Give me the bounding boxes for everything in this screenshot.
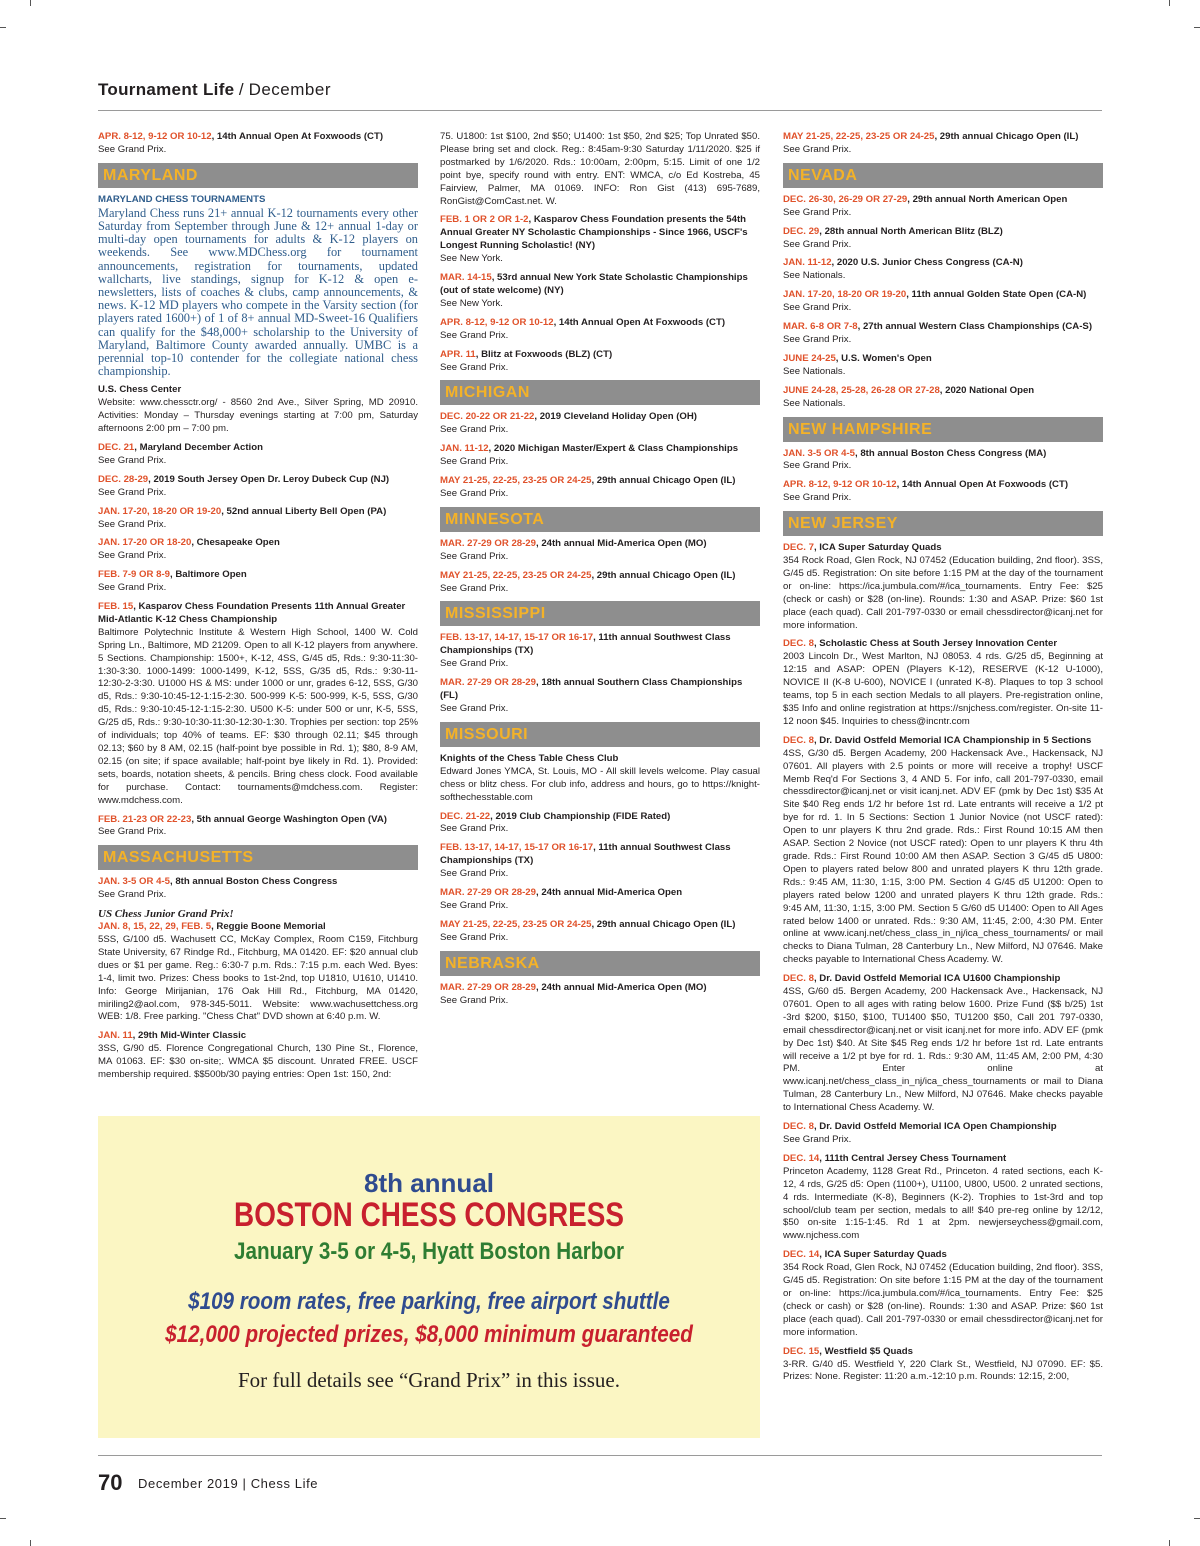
us-chess-center-text: Website: www.chessctr.org/ - 8560 2nd Ave., Silver Spring, MD 20910. Activities: Monday – Thursday evenings starting at 7:00 pm, Saturday afternoons 2:00 pm – 7:00 pm. (98, 397, 418, 435)
tournament-entry (440, 317, 760, 343)
tournament-details: See Grand Prix. (440, 994, 509, 1006)
tournament-date: JAN. 3-5 OR 4-5 (783, 447, 855, 459)
crop-mark (1194, 27, 1200, 28)
junior-grand-prix-label: US Chess Junior Grand Prix! (98, 908, 234, 921)
tournament-title: , 24th annual Mid-America Open (535, 887, 683, 899)
tournament-title: , Westfield $5 Quads (819, 1345, 913, 1357)
state-heading: NEBRASKA (440, 951, 760, 976)
continued-text: 75. U1800: 1st $100, 2nd $50; U1400: 1st $50, 2nd $25; Top Unrated $50. Please bring set and clock. Reg.: 8:45am-9:30 Saturday 1/11/2020. $25 if postmarked by 1/6/2020. Rds.: 10:00am, 2:00pm, 5:15. Limit of one 1/2 point bye, specify round with entry. ENT: WMCA, c/o Ed Kostreba, 45 Fairview, Palmer, MA 01069. INFO: Ron Gist (413) 695-7689, RonGist@ComCast.net. W. (440, 131, 760, 207)
tournament-date: MAR. 27-29 OR 28-29 (440, 887, 536, 899)
tournament-entry (440, 272, 760, 311)
tournament-details: See Grand Prix. (98, 486, 167, 498)
ad-line-prizes: $12,000 projected prizes, $8,000 minimum guaranteed (165, 1321, 693, 1348)
tournament-title: , 14th Annual Open At Foxwoods (CT) (211, 131, 384, 142)
tournament-entry (98, 1030, 418, 1082)
header-separator: / (238, 80, 245, 99)
tournament-date: MAR. 27-29 OR 28-29 (440, 677, 536, 689)
tournament-details: See Grand Prix. (440, 703, 509, 714)
tournament-entry (783, 385, 1103, 411)
tournament-entry (783, 353, 1103, 379)
tournament-details: See Grand Prix. (440, 582, 509, 594)
tournament-title: , 53rd annual New York State Scholastic Championships (out of state welcome) (NY) (440, 272, 748, 296)
tournament-title: , U.S. Women's Open (835, 352, 932, 364)
tournament-details: See Grand Prix. (440, 899, 509, 911)
tournament-date: JAN. 17-20, 18-20 OR 19-20 (98, 505, 222, 517)
tournament-title: , 2020 Michigan Master/Expert & Class Championships (488, 443, 739, 455)
tournament-date: DEC. 8 (783, 734, 814, 746)
tournament-details: 4SS, G/60 d5. Bergen Academy, 200 Hackensack Ave., Hackensack, NJ 07601. Open to all ages with rating below 1600. Prize Fund ($$ b/25) 1st -3rd $200, $150, $100, TU1400 $50, TU1200 $50, Call 201 797-0330, email chessdirector@icanj.net or visit icanj.net for more info. ADV EF (pmk by Dec 1st) $40. At Site $45 Reg ends 1/2 hr before 1st rd. Late entrants will receive a 1/2 pt bye for rd. 1. Rds.: 9:30 AM, 11:45 AM, 2:00 PM, 4:30 PM. Enter online at www.icanj.net/chess_class_in_nj/ica_chess_tournaments or mail to Diana Tulman, 28 Canterbury Ln., New Milford, NJ 07646. Make checks payable to International Chess Academy. W. (783, 986, 1103, 1114)
tournament-entry (440, 982, 760, 1008)
tournament-date: FEB. 15 (98, 601, 134, 613)
tournament-date: MAY 21-25, 22-25, 23-25 OR 24-25 (440, 475, 592, 487)
tournament-entry (440, 887, 760, 913)
tournament-date: DEC. 8 (783, 1121, 814, 1133)
tournament-entry (440, 538, 760, 564)
tournament-entry (98, 601, 418, 808)
tournament-details: See Grand Prix. (98, 826, 167, 838)
tournament-entry (440, 677, 760, 716)
crop-mark (0, 27, 6, 28)
tournament-date: JAN. 11-12 (440, 443, 489, 455)
state-heading: MASSACHUSETTS (98, 845, 418, 870)
section-title: Tournament Life (98, 80, 235, 99)
column-1 (98, 131, 418, 1088)
tournament-entry (783, 1346, 1103, 1385)
state-heading: NEVADA (783, 163, 1103, 188)
tournament-date: JAN. 8, 15, 22, 29, FEB. 5 (98, 921, 212, 933)
tournament-date: FEB. 13-17, 14-17, 15-17 OR 16-17 (440, 842, 594, 854)
ad-line-rates: $109 room rates, free parking, free airport shuttle (188, 1288, 670, 1315)
tournament-date: JAN. 17-20 OR 18-20 (98, 537, 192, 549)
state-heading: NEW JERSEY (783, 511, 1103, 536)
column-3 (783, 131, 1103, 1390)
tournament-entry (783, 1249, 1103, 1339)
tournament-entry (98, 442, 418, 468)
tournament-date: MAY 21-25, 22-25, 23-25 OR 24-25 (440, 569, 592, 581)
tournament-details: Princeton Academy, 1128 Great Rd., Princeton. 4 rated sections, each K-12, 4 rds, G/25 d5: Open (1100+), U1100, U800, U500. 2 unrated sections, 4 rds. Intermediate (K-8), Beginners (K-2). Trophies to 1st-3rd and top school/club team per section, medals to all! $40 pre-reg online by 12/12, $50 on-site 1:15-1:45. Rd 1 at 2pm. newjerseychess@gmail.com, www.njchess.com (783, 1165, 1103, 1242)
tournament-details: See Grand Prix. (783, 302, 852, 314)
state-heading: MARYLAND (98, 163, 418, 188)
tournament-date: DEC. 26-30, 26-29 OR 27-29 (783, 193, 908, 205)
tournament-entry (440, 811, 760, 837)
tournament-details: See Grand Prix. (98, 550, 167, 562)
tournament-date: APR. 8-12, 9-12 OR 10-12 (440, 316, 554, 328)
tournament-entry (98, 814, 418, 840)
tournament-details: See Grand Prix. (440, 329, 509, 341)
state-heading: MINNESOTA (440, 507, 760, 532)
tournament-title: , 24th annual Mid-America Open (MO) (535, 981, 707, 993)
us-chess-center-title: U.S. Chess Center (98, 384, 182, 396)
footer-publication: December 2019 | Chess Life (138, 1476, 319, 1491)
tournament-date: JAN. 17-20, 18-20 OR 19-20 (783, 289, 907, 301)
tournament-title: , 2019 South Jersey Open Dr. Leroy Dubeck Cup (NJ) (148, 473, 390, 485)
tournament-entry (440, 570, 760, 596)
tournament-date: DEC. 21-22 (440, 810, 491, 822)
tournament-title: , Chesapeake Open (191, 537, 280, 549)
tournament-title: , 29th annual Chicago Open (IL) (591, 569, 736, 581)
tournament-details: See Grand Prix. (98, 889, 167, 901)
page-header (98, 80, 1102, 111)
tournament-date: APR. 11 (440, 348, 476, 360)
tournament-details: See Grand Prix. (783, 333, 852, 345)
tournament-details: See Grand Prix. (440, 456, 509, 468)
ad-line-title: BOSTON CHESS CONGRESS (234, 1196, 624, 1234)
tournament-entry (440, 842, 760, 881)
crop-mark (1194, 1518, 1200, 1519)
tournament-entry (440, 443, 760, 469)
tournament-title: , 14th Annual Open At Foxwoods (CT) (896, 479, 1069, 491)
tournament-title: , 2020 National Open (939, 384, 1035, 396)
tournament-entry (783, 194, 1103, 220)
tournament-entry (783, 1153, 1103, 1243)
tournament-details: See Grand Prix. (98, 582, 167, 594)
tournament-date: DEC. 14 (783, 1152, 820, 1164)
state-heading: MISSOURI (440, 722, 760, 747)
tournament-title: , Blitz at Foxwoods (BLZ) (CT) (475, 348, 613, 360)
tournament-title: , 8th annual Boston Chess Congress (169, 876, 338, 888)
tournament-details: See Grand Prix. (440, 550, 509, 562)
tournament-title: , 28th annual North American Blitz (BLZ) (819, 225, 1003, 237)
tournament-details: 354 Rock Road, Glen Rock, NJ 07452 (Education building, 2nd floor). 3SS, G/45 d5. Registration: On site before 1:15 PM at the day of the tournament or on-line: https://ica.jumbula.com/#/ica_tournaments. Entry Fee: $25 (check or cash) or $28 (on-line). Rounds: 1:30 and ASAP. Prize: $60 1st place (each quad). Call 201-797-0330 or email chessdirector@icanj.net for more information. (783, 1262, 1103, 1338)
tournament-details: See Grand Prix. (440, 487, 509, 499)
tournament-date: APR. 8-12, 9-12 OR 10-12 (783, 479, 897, 491)
tournament-details: See Grand Prix. (440, 823, 509, 835)
tournament-details: 4SS, G/30 d5. Bergen Academy, 200 Hackensack Ave., Hackensack, NJ 07601. All players with 2.5 points or more will receive a trophy! USCF Memb Req'd For Sections 3, 4 AND 5. For info, call 201-797-0330, email chessdirector@icanj.net or visit icanj.net. ADV EF (pmk by Dec 1st) $35 At Site $40 Reg ends 1/2 hr before 1st rd. Late entrants will receive a 1/2 pt bye for rd. 1. In 5 Sections: Section 1 Junior Novice (not USCF rated): Open to unr players K thru 2nd grade. Rds.: First Round 10:15 AM then ASAP. Section 2 Novice (not USCF rated): Open to unr players K thru 4th grade. Rds.: First Round 10:00 AM then ASAP. Section 3 G/45 d5 U800: Open to players rated below 800 and unrated players K thru 12th grade. Rds.: 9:45 AM, 11:30, 1:15, 3:00 PM. Section 4 G/45 d5 U1200: Open to players rated below 1200 and unrated players K thru 12th grade. Rds.: 9:45 AM, 11:30, 1:15, 3:00 PM. Section 5 G/60 d5 U1400: Open to All Ages rated below 1400 or unrated. Rds.: 9:30 AM, 11:45, 2:00, 4:30 PM. Enter online at www.icanj.net/chess_class_in_nj/ica_chess_tournaments/ or mail checks to Diana Tulman, 28 Canterbury Ln., New Milford, NJ 07646. Make checks payable to International Chess Academy. W. (783, 747, 1103, 966)
tournament-details: 5SS, G/100 d5. Wachusett CC, McKay Complex, Room C159, Fitchburg State University, 67 Rindge Rd., Fitchburg, MA 01420. EF: $20 annual club dues or $1 per game. Reg.: 6:30-7 p.m. Rds.: 7:15 p.m. each Wed. Byes: 1-4, limit two. Prizes: Chess books to 1st-2nd, top U1810, U1610, U1410. Info: George Mirijanian, 176 Oak Hill Rd., Fitchburg, MA 01420, miriling2@aol.com, 978-345-5011. Website: www.wachusettchess.org WEB: 1/8. Free parking. "Chess Chat" DVD shown at 6:40 p.m. W. (98, 933, 418, 1023)
crop-mark (0, 1518, 6, 1519)
tournament-date: FEB. 21-23 OR 22-23 (98, 813, 192, 825)
tournament-title: , 24th annual Mid-America Open (MO) (535, 537, 707, 549)
tournament-entry (783, 973, 1103, 1115)
tournament-date: FEB. 1 OR 2 OR 1-2 (440, 214, 529, 226)
tournament-entry (98, 569, 418, 595)
tournament-title: , Reggie Boone Memorial (211, 921, 326, 933)
tournament-title: , Kasparov Chess Foundation Presents 11th Annual Greater Mid-Atlantic K-12 Chess Championship (98, 601, 406, 625)
club-text: Edward Jones YMCA, St. Louis, MO - All skill levels welcome. Play casual chess or blitz chess. For club info, address and hours, go to https://knight-softhechesstable.com (440, 765, 760, 803)
tournament-details: See Nationals. (783, 397, 846, 409)
tournament-title: , 29th Mid-Winter Classic (132, 1030, 247, 1042)
page-footer (98, 1455, 1102, 1495)
tournament-entry (783, 289, 1103, 315)
tournament-title: , 29th annual Chicago Open (IL) (591, 475, 736, 487)
tournament-date: JUNE 24-28, 25-28, 26-28 OR 27-28 (783, 384, 940, 396)
tournament-title: , 18th annual Southern Class Championships (FL) (440, 677, 743, 702)
tournament-details: See Grand Prix. (440, 424, 509, 436)
tournament-title: , 11th annual Golden State Open (CA-N) (906, 289, 1087, 301)
tournament-entry (440, 475, 760, 501)
tournament-date: JAN. 11-12 (783, 257, 832, 269)
tournament-details: See Nationals. (783, 270, 846, 282)
crop-mark (30, 0, 31, 6)
tournament-date: JUNE 24-25 (783, 352, 836, 364)
tournament-title: , 29th annual Chicago Open (IL) (934, 131, 1079, 142)
tournament-entry (440, 919, 760, 945)
tournament-date: MAR. 27-29 OR 28-29 (440, 537, 536, 549)
tournament-details: See Grand Prix. (98, 143, 167, 155)
tournament-details: 3SS, G/90 d5. Florence Congregational Church, 130 Pine St., Florence, MA 01063. EF: $30 on-site;. WMCA $5 discount. Unrated FREE. USCF membership required. $$500b/30 paying entries: Open 1st: 150, 2nd: (98, 1043, 418, 1081)
tournament-title: , 29th annual Chicago Open (IL) (591, 918, 736, 930)
tournament-entry (783, 448, 1103, 474)
tournament-entry (98, 474, 418, 500)
boston-chess-congress-ad (98, 1116, 760, 1438)
tournament-details: See New York. (440, 253, 503, 265)
tournament-entry (98, 876, 418, 902)
tournament-entry (98, 921, 418, 1024)
tournament-entry (783, 257, 1103, 283)
tournament-title: , ICA Super Saturday Quads (819, 1249, 947, 1261)
tournament-title: , 11th annual Southwest Class Championships (TX) (440, 632, 731, 657)
column-2 (440, 131, 760, 1014)
tournament-title: , 11th annual Southwest Class Championships (TX) (440, 842, 731, 867)
tournament-entry (783, 479, 1103, 505)
tournament-date: MAR. 6-8 OR 7-8 (783, 321, 858, 333)
state-heading: MISSISSIPPI (440, 601, 760, 626)
tournament-title: , 8th annual Boston Chess Congress (MA) (854, 447, 1047, 459)
tournament-title: , 52nd annual Liberty Bell Open (PA) (221, 505, 387, 517)
tournament-title: , Scholastic Chess at South Jersey Innovation Center (813, 638, 1058, 650)
tournament-title: , Dr. David Ostfeld Memorial ICA Open Championship (813, 1121, 1057, 1133)
ad-line-dates: January 3-5 or 4-5, Hyatt Boston Harbor (234, 1238, 624, 1265)
tournament-details: Baltimore Polytechnic Institute & Western High School, 1400 W. Cold Spring Ln., Baltimore, MD 21209. Open to all K-12 players from anywhere. 5 Sections. Championship: 1500+, K-12, 4SS, G/45 d5, Rds.: 9:30-11:30-1:30-3:30. 1000-1499: 1000-1499, K-12, 5SS, G/35 d5, Rds.: 9:30-11-12:30-2-3:30. U1000 HS & MS: under 1000 or unr, grades 6-12, 5SS, G/30 d5, Rds.: 9:30-10:45-12-1:15-2:30. 500-999 K-5: 500-999, K-5, 5SS, G/30 d5, Rds.: 9:30-10:45-12-1:15-2:30. U500 K-5: under 500 or unr, K-5, 5SS, G/25 d5, Rds.: 9:30-10:30-11:30-12:30-1:30. Trophies per section: top 25% of individuals; top 40% of teams. EF: $30 through 02.11; $45 through 02.13; $60 by 8 AM, 02.15 (half-point bye possible in Rd. 1); $80, 8-9 AM, 02.15 (on site; if space available; half-point bye likely in Rd. 1). Provided: sets, boards, notation sheets, & pencils. Bring chess clock. Food available for purchase. Contact: tournaments@mdchess.com. Register: www.mdchess.com. (98, 626, 418, 806)
ad-line-edition: 8th annual (363, 1168, 494, 1198)
crop-mark (30, 1540, 31, 1546)
tournament-details: See Grand Prix. (440, 868, 509, 880)
tournament-date: DEC. 8 (783, 638, 814, 650)
tournament-date: APR. 8-12, 9-12 OR 10-12 (98, 131, 212, 142)
tournament-date: DEC. 15 (783, 1345, 820, 1357)
tournament-date: DEC. 8 (783, 973, 814, 985)
crop-mark (1169, 0, 1170, 6)
header-month: December (248, 80, 331, 99)
tournament-details: See Grand Prix. (440, 361, 509, 373)
tournament-date: MAY 21-25, 22-25, 23-25 OR 24-25 (440, 918, 592, 930)
tournament-details: See Grand Prix. (783, 143, 852, 155)
state-heading: MICHIGAN (440, 380, 760, 405)
tournament-date: MAR. 27-29 OR 28-29 (440, 981, 536, 993)
tournament-details: See Grand Prix. (783, 492, 852, 504)
tournament-entry (783, 321, 1103, 347)
ad-line-details: For full details see “Grand Prix” in this issue. (237, 1368, 621, 1392)
tournament-title: , 2019 Cleveland Holiday Open (OH) (534, 411, 697, 423)
tournament-entry (783, 735, 1103, 967)
tournament-details: See Grand Prix. (98, 454, 167, 466)
tournament-entry (783, 226, 1103, 252)
tournament-date: MAR. 14-15 (440, 272, 492, 284)
tournament-date: DEC. 20-22 OR 21-22 (440, 411, 535, 423)
tournament-entry (783, 542, 1103, 632)
tournament-title: , Baltimore Open (169, 569, 247, 581)
tournament-entry (783, 638, 1103, 728)
tournament-date: DEC. 14 (783, 1249, 820, 1261)
tournament-details: 354 Rock Road, Glen Rock, NJ 07452 (Education building, 2nd floor). 3SS, G/45 d5. Registration: On site before 1:15 PM at the day of the tournament or on-line: https://ica.jumbula.com/#/ica_tournaments. Entry Fee: $25 (check or cash) or $28 (on-line). Rounds: 1:30 and ASAP. Prize: $60 1st place (each quad). Call 201-797-0330 or email chessdirector@icanj.net for more information. (783, 555, 1103, 631)
tournament-details: See Nationals. (783, 365, 846, 377)
tournament-date: DEC. 21 (98, 441, 135, 453)
tournament-details: See Grand Prix. (783, 206, 852, 218)
tournament-title: , Dr. David Ostfeld Memorial ICA U1600 Championship (813, 973, 1061, 985)
tournament-title: , Kasparov Chess Foundation presents the 54th Annual Greater NY Scholastic Championships - Since 1966, USCF's Longest Running Scholastic! (NY) (440, 214, 748, 252)
state-heading: NEW HAMPSHIRE (783, 417, 1103, 442)
tournament-entry (783, 131, 1103, 157)
crop-mark (1169, 1540, 1170, 1546)
tournament-title: , Maryland December Action (134, 441, 263, 453)
tournament-title: , ICA Super Saturday Quads (813, 542, 942, 554)
tournament-details: See Grand Prix. (440, 931, 509, 943)
tournament-details: See New York. (440, 297, 503, 309)
tournament-details: See Grand Prix. (783, 460, 852, 472)
tournament-title: , 14th Annual Open At Foxwoods (CT) (553, 316, 726, 328)
tournament-date: JAN. 3-5 OR 4-5 (98, 876, 170, 888)
tournament-date: JAN. 11 (98, 1030, 133, 1042)
tournament-date: FEB. 13-17, 14-17, 15-17 OR 16-17 (440, 632, 594, 644)
tournament-details: See Grand Prix. (783, 1134, 852, 1145)
maryland-tournaments-text: Maryland Chess runs 21+ annual K-12 tournaments every other Saturday from September through June & 12+ annual 1-day or multi-day open tournaments for adults & K-12 players on weekends. See www.MDChess.org for tournament announcements, registration for tournaments, updated wallcharts, live standings, signup for K-12 & open e-newsletters, lists of coaches & clubs, camp announcements, & news. K-12 MD players who compete in the Varsity section (for players rated 1600+) of 1 of 8+ annual MD-Sweet-16 Qualifiers can qualify for the $48,000+ scholarship to the University of Maryland, Baltimore County awarded annually. UMBC is a perennial top-10 contender for the collegiate national chess championship. (98, 205, 418, 379)
tournament-entry (440, 214, 760, 266)
tournament-date: FEB. 7-9 OR 8-9 (98, 569, 170, 581)
tournament-title: , 29th annual North American Open (907, 193, 1068, 205)
tournament-entry (98, 537, 418, 563)
tournament-title: , Dr. David Ostfeld Memorial ICA Championship in 5 Sections (813, 734, 1092, 746)
tournament-details: See Grand Prix. (783, 238, 852, 250)
page-number: 70 (98, 1470, 123, 1495)
tournament-entry (783, 1121, 1103, 1147)
tournament-title: , 111th Central Jersey Chess Tournament (819, 1152, 1007, 1164)
club-title: Knights of the Chess Table Chess Club (440, 752, 619, 764)
maryland-tournaments-title: MARYLAND CHESS TOURNAMENTS (98, 193, 266, 205)
tournament-date: DEC. 7 (783, 542, 814, 554)
tournament-title: , 2019 Club Championship (FIDE Rated) (490, 810, 671, 822)
tournament-date: DEC. 29 (783, 225, 820, 237)
tournament-details: See Grand Prix. (440, 658, 509, 670)
tournament-entry (98, 131, 418, 157)
tournament-details: 3-RR. G/40 d5. Westfield Y, 220 Clark St., Westfield, NJ 07090. EF: $5. Prizes: None. Register: 11:20 a.m.-12:10 p.m. Rounds: 12:15, 2:00, (783, 1358, 1103, 1383)
tournament-date: MAY 21-25, 22-25, 23-25 OR 24-25 (783, 131, 935, 142)
tournament-title: , 2020 U.S. Junior Chess Congress (CA-N) (831, 257, 1023, 269)
tournament-details: See Grand Prix. (98, 518, 167, 530)
tournament-entry (98, 506, 418, 532)
tournament-title: , 5th annual George Washington Open (VA) (191, 813, 387, 825)
tournament-entry (440, 411, 760, 437)
tournament-date: DEC. 28-29 (98, 473, 149, 485)
tournament-details: 2003 Lincoln Dr., West Marlton, NJ 08053. 4 rds. G/25 d5, Beginning at 12:15 and ASAP: OPEN (Players K-12), RESERVE (K-12 U-1000), NOVICE II (K-8 U-600), NOVICE I (unrated K-8). Plaques to top 3 school teams, top 5 in each section Medals to all players. Pre-registration online, $35 Info and online registration at https://snjchess.com/register. On-site 11-12 noon $45. Inquiries to chess@incntr.com (783, 651, 1103, 727)
tournament-title: , 27th annual Western Class Championships (CA-S) (857, 321, 1093, 333)
tournament-entry (440, 349, 760, 375)
tournament-entry (440, 632, 760, 671)
